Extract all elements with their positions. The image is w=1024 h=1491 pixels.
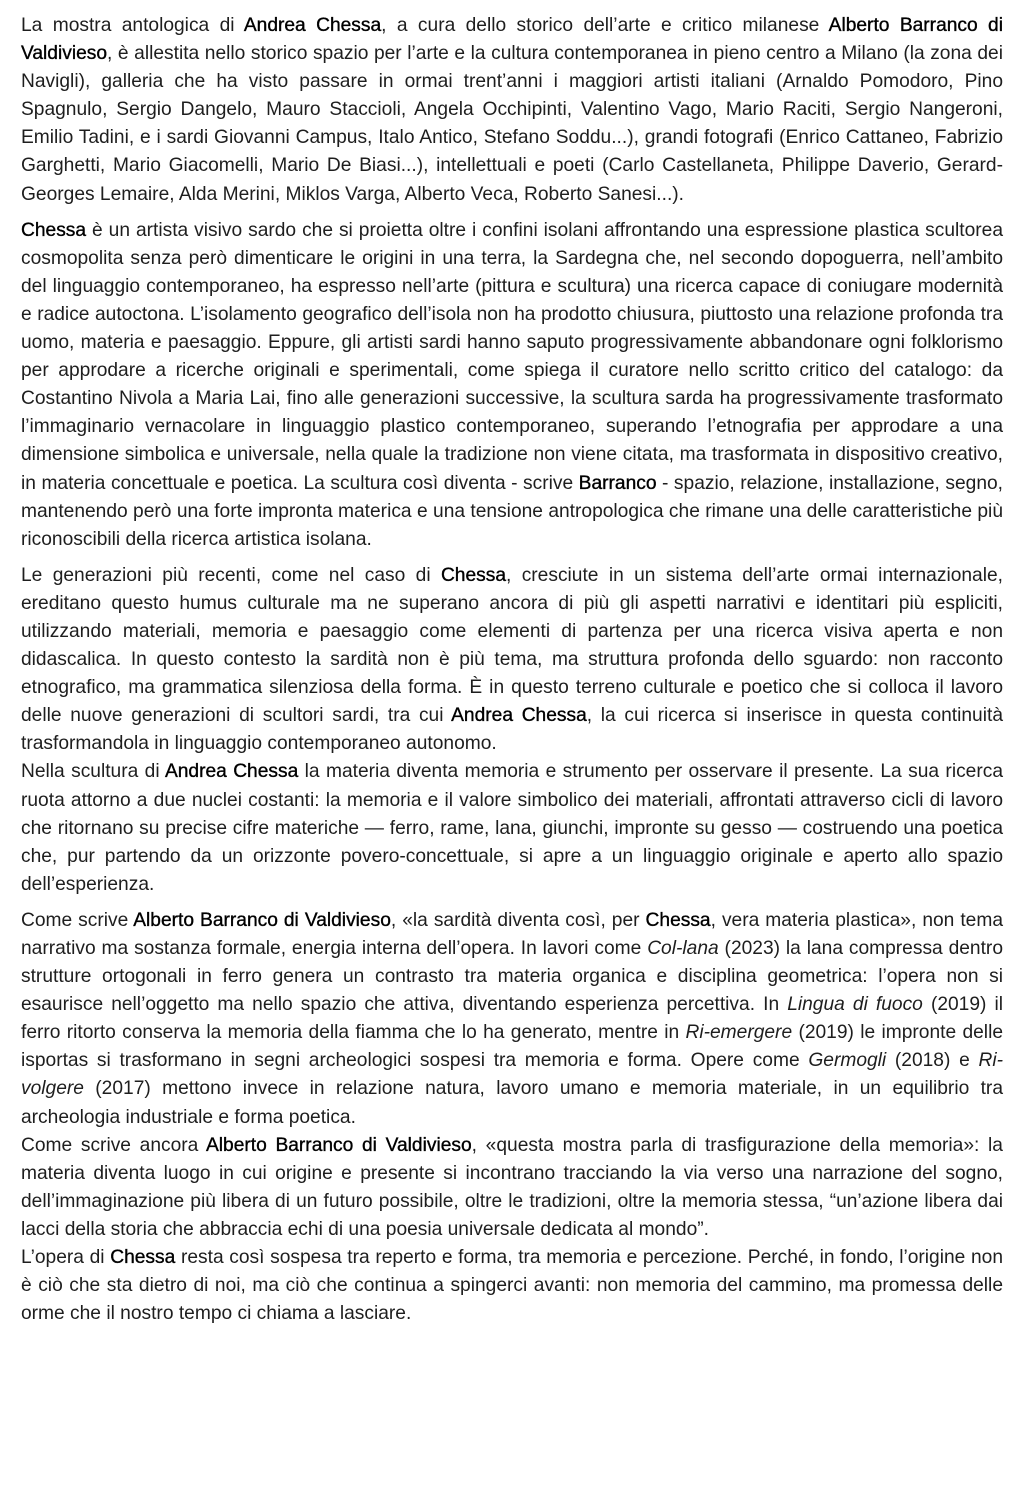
text-run: (2023) la lana compressa dentro strutture ortogonali in ferro genera un contrasto tra materia organica e disciplina geometrica: l’opera non si esaurisce nell’oggetto ma nello spazio che attiva, diventando esperienza percettiva. In: [21, 938, 1003, 1016]
paragraph-materials: [21, 758, 1003, 898]
paragraph-sardinian-context: [21, 217, 1003, 554]
emphasized-name: Chessa: [645, 909, 711, 931]
text-run: L’opera di: [21, 1247, 111, 1269]
text-run: (2019) il ferro ritorto conserva la memoria della fiamma che lo ha generato, mentre in: [21, 994, 1004, 1044]
paragraph-new-generations: [21, 562, 1003, 759]
text-run: , «questa mostra parla di trasfigurazione della memoria»: la materia diventa luogo in cui origine e presente si incontrano tracciando la via verso una narrazione del sogno, dell’immaginazione più libera di un futuro possibile, oltre le tradizioni, oltre la memoria stessa, “un’azione libera dai lacci della storia che abbraccia echi di una poesia universale dedicata al mondo”.: [21, 1134, 1003, 1240]
text-run: è un artista visivo sardo che si proietta oltre i confini isolani affrontando una espressione plastica scultorea cosmopolita senza però dimenticare le origini in una terra, la Sardegna che, nel secondo dopoguerra, nell’ambito del linguaggio contemporaneo, ha espresso nell’arte (pittura e scultura) una ricerca capace di coniugare modernità e radice autoctona. L’isolamento geografico dell’isola non ha prodotto chiusura, piuttosto una relazione profonda tra uomo, materia e paesaggio. Eppure, gli artisti sardi hanno saputo progressivamente abbandonare ogni folklorismo per approdare a ricerche originali e sperimentali, come spiega il curatore nello scritto critico del catalogo: da Costantino Nivola a Maria Lai, fino alle generazioni successive, la scultura sarda ha progressivamente trasformato l’immaginario vernacolare in linguaggio plastico contemporaneo, superando l’etnografia per approdare a una dimensione simbolica e universale, nella quale la tradizione non viene citata, ma trasformata in dispositivo creativo, in materia concettuale e poetica. La scultura così diventa - scrive: [21, 219, 1003, 494]
artwork-title: Ri-volgere: [21, 1050, 1003, 1100]
emphasized-name: Andrea Chessa: [243, 15, 382, 36]
emphasized-name: Andrea Chessa: [451, 705, 587, 727]
text-run: Come scrive: [21, 909, 134, 931]
text-run: (2019) le impronte delle isportas si trasformano in segni archeologici sospesi tra memoria e forma. Opere come: [21, 1022, 1003, 1072]
text-run: , a cura dello storico dell’arte e critico milanese: [381, 15, 829, 36]
emphasized-name: Alberto Barranco di Valdivieso: [205, 1134, 472, 1156]
text-run: la materia diventa memoria e strumento per osservare il presente. La sua ricerca ruota attorno a due nuclei costanti: la memoria e il valore simbolico dei materiali, affrontati attraverso cicli di lavoro che ritornano su precise cifre materiche — ferro, rame, lana, giunchi, impronte su gesso — costruendo una poetica che, pur partendo da un orizzonte povero-concettuale, si apre a un linguaggio originale e aperto allo spazio dell’esperienza.: [21, 761, 1004, 895]
emphasized-name: Chessa: [21, 219, 87, 241]
text-run: , vera materia plastica», non tema narrativo ma sostanza formale, energia interna dell’opera. In lavori come: [21, 909, 1003, 959]
emphasized-name: Chessa: [110, 1247, 176, 1269]
text-run: (2017) mettono invece in relazione natura, lavoro umano e memoria materiale, in un equilibrio tra archeologia industriale e forma poetica.: [21, 1078, 1003, 1128]
paragraph-exhibition-intro: [21, 12, 1003, 209]
artwork-title: Lingua di fuoco: [787, 994, 923, 1016]
text-run: , cresciute in un sistema dell’arte ormai internazionale, ereditano questo humus culturale ma ne superano ancora di più gli aspetti narrativi e identitari più espliciti, utilizzando materiali, memoria e paesaggio come elementi di partenza per una ricerca visiva aperta e non didascalica. In questo contesto la sardità non è più tema, ma struttura profonda dello sguardo: non racconto etnografico, ma grammatica silenziosa della forma. È in questo terreno culturale e poetico che si colloca il lavoro delle nuove generazioni di scultori sardi, tra cui: [21, 564, 1003, 727]
emphasized-name: Alberto Barranco di Valdivieso: [133, 909, 391, 931]
artwork-title: Germogli: [808, 1050, 887, 1072]
text-run: Le generazioni più recenti, come nel caso di: [21, 564, 441, 586]
text-run: (2018) e: [886, 1050, 979, 1072]
text-run: , «la sardità diventa così, per: [390, 909, 646, 931]
text-run: Come scrive ancora: [21, 1134, 206, 1156]
text-run: , la cui ricerca si inserisce in questa continuità trasformandola in linguaggio contemporaneo autonomo.: [21, 705, 1003, 755]
emphasized-name: Barranco: [578, 472, 657, 494]
text-run: La mostra antologica di: [21, 15, 244, 36]
artwork-title: Col-lana: [647, 938, 719, 959]
artwork-title: Ri-emergere: [685, 1022, 793, 1044]
paragraph-memory-transfiguration: [21, 1132, 1003, 1244]
emphasized-name: Alberto Barranco di Valdivieso: [21, 15, 1003, 65]
emphasized-name: Andrea Chessa: [164, 761, 299, 783]
text-run: Nella scultura di: [21, 761, 165, 783]
paragraph-conclusion: [21, 1244, 1003, 1328]
text-run: , è allestita nello storico spazio per l’arte e la cultura contemporanea in pieno centro a Milano (la zona dei Navigli), galleria che ha visto passare in ormai trent’anni i maggiori artisti italiani (Arnaldo Pomodoro, Pino Spagnulo, Sergio Dangelo, Mauro Staccioli, Angela Occhipinti, Valentino Vago, Mario Raciti, Sergio Nangeroni, Emilio Tadini, e i sardi Giovanni Campus, Italo Antico, Stefano Soddu...), grandi fotografi (Enrico Cattaneo, Fabrizio Garghetti, Mario Giacomelli, Mario De Biasi...), intellettuali e poeti (Carlo Castellaneta, Philippe Daverio, Gerard- Georges Lemaire, Alda Merini, Miklos Varga, Alberto Veca, Roberto Sanesi...).: [21, 43, 1003, 205]
emphasized-name: Chessa: [440, 564, 506, 586]
paragraph-works: [21, 907, 1003, 1132]
text-run: - spazio, relazione, installazione, segno, mantenendo però una forte impronta materica e una tensione antropologica che rimane una delle caratteristiche più riconoscibili della ricerca artistica isolana.: [21, 472, 1003, 550]
text-run: resta così sospesa tra reperto e forma, tra memoria e percezione. Perché, in fondo, l’origine non è ciò che sta dietro di noi, ma ciò che continua a spingerci avanti: non memoria del cammino, ma promessa delle orme che il nostro tempo ci chiama a lasciare.: [21, 1247, 1004, 1325]
document-body: [21, 12, 1003, 1328]
